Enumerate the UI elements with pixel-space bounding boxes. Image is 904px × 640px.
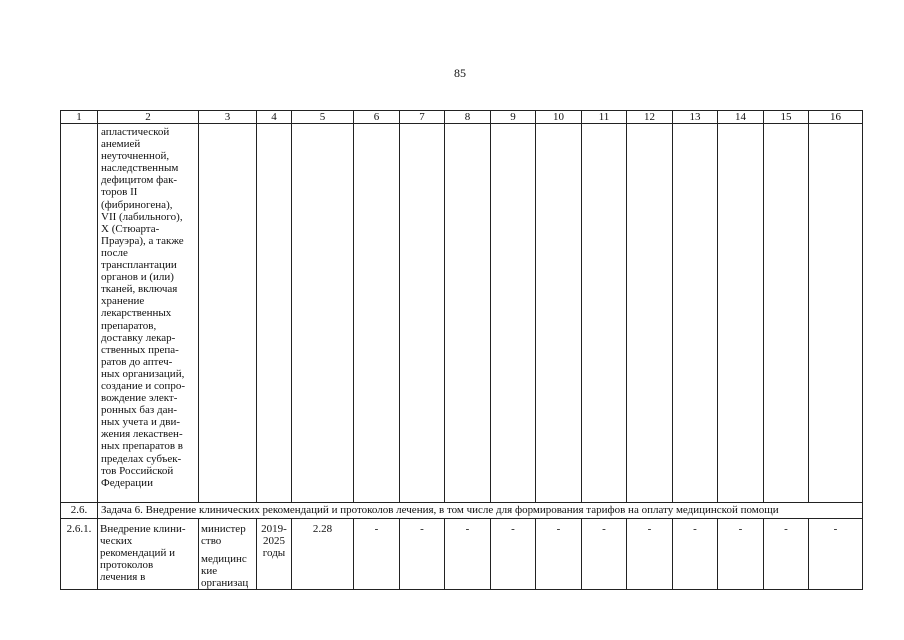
table-cell [627, 124, 673, 503]
description-line: апластической [101, 126, 170, 138]
table-cell [400, 124, 445, 503]
value-cell: - [809, 519, 863, 590]
header-cell: 11 [582, 111, 627, 124]
description-line: ных препаратов в [101, 440, 183, 453]
description-line: X (Стюарта- [101, 222, 160, 235]
table-cell [536, 124, 582, 503]
description-line: создание и сопро- [101, 379, 185, 392]
indicator-cell: 2.28 [292, 519, 354, 590]
executor-line: медицинс [201, 553, 247, 566]
table-cell [445, 124, 491, 503]
value-cell: - [627, 519, 673, 590]
header-cell: 4 [257, 111, 292, 124]
description-line: (фибриногена), [101, 198, 173, 211]
header-cell: 12 [627, 111, 673, 124]
continued-description-cell [98, 124, 199, 503]
description-line: наследственным [101, 162, 179, 175]
continued-table-row [61, 124, 863, 503]
description-line: ных организаций, [101, 367, 185, 380]
description-line: ронных баз дан- [101, 404, 178, 417]
table-cell [673, 124, 718, 503]
description-line: после [101, 246, 128, 259]
description-line: ственных препа- [101, 343, 179, 356]
description-line: Прауэра), а также [101, 234, 184, 247]
column-number-header-row [61, 111, 863, 124]
table-cell [199, 124, 257, 503]
description-line: органов и (или) [101, 271, 174, 284]
description-line: вождение элект- [101, 392, 178, 405]
value-cell: - [400, 519, 445, 590]
header-cell: 3 [199, 111, 257, 124]
header-cell: 16 [809, 111, 863, 124]
period-cell [257, 519, 292, 590]
executor-line: ство [201, 535, 222, 548]
executor-line: кие [201, 565, 218, 578]
period-line: 2025 [263, 535, 285, 548]
task-row [61, 503, 863, 519]
header-cell: 5 [292, 111, 354, 124]
table-cell [718, 124, 764, 503]
description-line: пределах субъек- [101, 452, 182, 465]
header-cell: 13 [673, 111, 718, 124]
description-line: лекарственных [101, 307, 172, 320]
header-cell: 7 [400, 111, 445, 124]
value-cell: - [491, 519, 536, 590]
header-cell: 6 [354, 111, 400, 124]
description-line: ных учета и дви- [101, 416, 180, 429]
executor-line: министер [201, 523, 246, 535]
value-cell: - [582, 519, 627, 590]
executor-cell [199, 519, 257, 590]
value-cell: - [673, 519, 718, 590]
description-line: рекомендаций и [100, 547, 175, 560]
value-cell: - [354, 519, 400, 590]
table-cell [809, 124, 863, 503]
table-row [61, 519, 863, 590]
page-number: 85 [454, 66, 466, 80]
header-cell: 9 [491, 111, 536, 124]
table-cell [354, 124, 400, 503]
header-cell: 10 [536, 111, 582, 124]
description-line: дефицитом фак- [101, 174, 178, 187]
table-cell [491, 124, 536, 503]
value-cell: - [764, 519, 809, 590]
description-line: тканей, включая [101, 283, 178, 296]
description-line: препаратов, [101, 319, 157, 332]
value-cell: - [445, 519, 491, 590]
value-cell: - [536, 519, 582, 590]
description-line: ческих [100, 535, 133, 548]
header-cell: 15 [764, 111, 809, 124]
header-cell: 1 [61, 111, 98, 124]
description-line: тов Российской [101, 464, 174, 477]
table-cell [582, 124, 627, 503]
header-cell: 2 [98, 111, 199, 124]
period-line: годы [262, 547, 286, 560]
table-cell [61, 124, 98, 503]
header-cell: 14 [718, 111, 764, 124]
table-cell [764, 124, 809, 503]
period-line: 2019- [261, 523, 287, 535]
description-line: VII (лабильного), [101, 210, 183, 223]
item-number: 2.6.1. [61, 519, 98, 590]
description-line: анемией [101, 138, 141, 151]
description-line: протоколов [100, 559, 154, 572]
value-cell: - [718, 519, 764, 590]
description-line: лечения в [100, 571, 146, 584]
description-line: Федерации [101, 476, 153, 489]
task-title: Задача 6. Внедрение клинических рекомендаций и протоколов лечения, в том числе для формирования тарифов на оплату медицинской помощи [98, 503, 863, 519]
description-line: трансплантации [101, 259, 177, 272]
table-cell [292, 124, 354, 503]
description-line: Внедрение клини- [100, 523, 186, 535]
description-line: хранение [101, 295, 145, 308]
description-line: ратов до аптеч- [101, 355, 173, 368]
task-number: 2.6. [61, 503, 98, 519]
table-cell [257, 124, 292, 503]
description-line: доставку лекар- [101, 331, 176, 344]
header-cell: 8 [445, 111, 491, 124]
description-line: неуточненной, [101, 150, 170, 163]
item-description-cell [98, 519, 199, 590]
program-table [60, 110, 863, 590]
description-line: торов II [101, 186, 138, 199]
description-line: жения лекаствен- [101, 428, 183, 441]
executor-line: организац [201, 577, 249, 590]
